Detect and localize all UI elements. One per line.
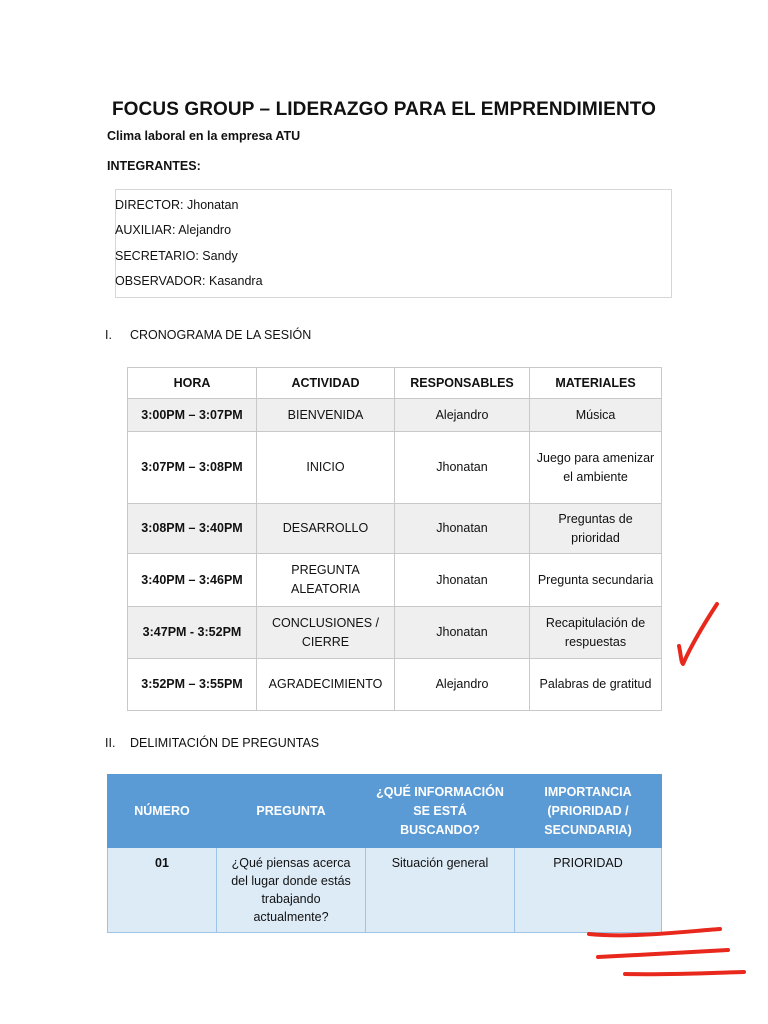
document-title: FOCUS GROUP – LIDERAZGO PARA EL EMPRENDIMIENTO [111, 99, 657, 120]
checkmark-icon [679, 604, 717, 664]
schedule-time: 3:47PM - 3:52PM [128, 607, 257, 659]
schedule-activity: BIENVENIDA [257, 399, 395, 432]
members-label: INTEGRANTES: [107, 159, 201, 173]
underline-stroke-2 [598, 950, 728, 957]
document-subtitle: Clima laboral en la empresa ATU [107, 129, 301, 143]
schedule-activity: CONCLUSIONES / CIERRE [257, 607, 395, 659]
member-observador: OBSERVADOR: Kasandra [115, 274, 263, 288]
questions-header-importancia: IMPORTANCIA (PRIORIDAD / SECUNDARIA) [515, 775, 662, 848]
schedule-materials: Palabras de gratitud [530, 659, 662, 711]
schedule-responsible: Alejandro [395, 659, 530, 711]
underline-stroke-1 [589, 929, 720, 935]
question-text: ¿Qué piensas acerca del lugar donde estás trabajando actualmente? [217, 848, 366, 933]
schedule-materials: Recapitulación de respuestas [530, 607, 662, 659]
schedule-header-materiales: MATERIALES [530, 368, 662, 399]
schedule-time: 3:08PM – 3:40PM [128, 504, 257, 554]
section-2-number: II. [105, 736, 116, 750]
schedule-responsible: Jhonatan [395, 432, 530, 504]
section-1-number: I. [105, 328, 112, 342]
schedule-time: 3:07PM – 3:08PM [128, 432, 257, 504]
schedule-time: 3:40PM – 3:46PM [128, 554, 257, 607]
schedule-time: 3:00PM – 3:07PM [128, 399, 257, 432]
questions-header-numero: NÚMERO [108, 775, 217, 848]
member-director: DIRECTOR: Jhonatan [115, 198, 239, 212]
questions-header-informacion: ¿QUÉ INFORMACIÓN SE ESTÁ BUSCANDO? [366, 775, 515, 848]
schedule-materials: Preguntas de prioridad [530, 504, 662, 554]
underline-stroke-3 [625, 972, 744, 974]
schedule-activity: AGRADECIMIENTO [257, 659, 395, 711]
schedule-materials: Música [530, 399, 662, 432]
schedule-header-responsables: RESPONSABLES [395, 368, 530, 399]
schedule-materials: Juego para amenizar el ambiente [530, 432, 662, 504]
schedule-activity: DESARROLLO [257, 504, 395, 554]
question-number: 01 [108, 848, 217, 933]
schedule-responsible: Alejandro [395, 399, 530, 432]
schedule-responsible: Jhonatan [395, 554, 530, 607]
section-2-title: DELIMITACIÓN DE PREGUNTAS [130, 736, 320, 750]
schedule-responsible: Jhonatan [395, 504, 530, 554]
schedule-activity: INICIO [257, 432, 395, 504]
schedule-header-hora: HORA [128, 368, 257, 399]
schedule-activity: PREGUNTA ALEATORIA [257, 554, 395, 607]
schedule-materials: Pregunta secundaria [530, 554, 662, 607]
schedule-responsible: Jhonatan [395, 607, 530, 659]
question-importance: PRIORIDAD [515, 848, 662, 933]
questions-header-pregunta: PREGUNTA [217, 775, 366, 848]
schedule-header-actividad: ACTIVIDAD [257, 368, 395, 399]
question-info: Situación general [366, 848, 515, 933]
section-1-title: CRONOGRAMA DE LA SESIÓN [130, 328, 312, 342]
member-secretario: SECRETARIO: Sandy [115, 249, 238, 263]
member-auxiliar: AUXILIAR: Alejandro [115, 223, 232, 237]
schedule-time: 3:52PM – 3:55PM [128, 659, 257, 711]
